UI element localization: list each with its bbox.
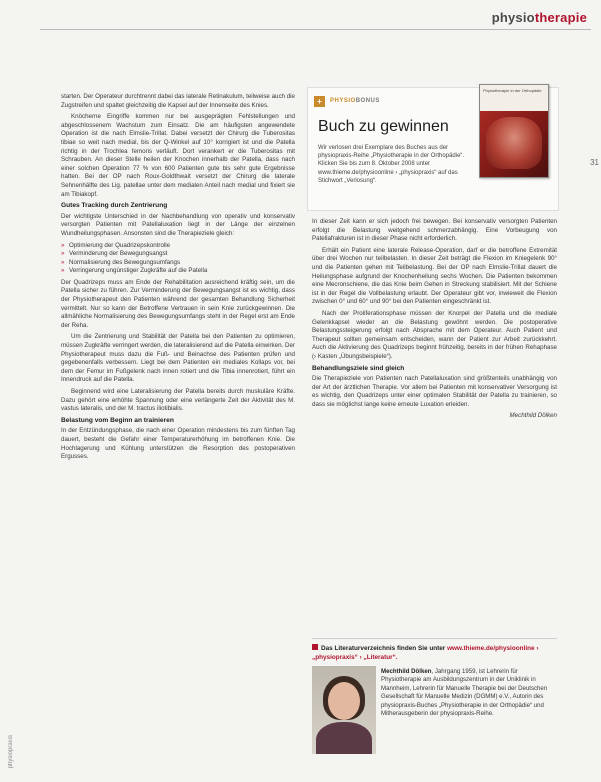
brand-prefix: physio xyxy=(491,10,535,25)
paragraph: Knöcherne Eingriffe kommen nur bei ausgeprägten Fehlstellungen und abgeschlossenem Wachstum zum Einsatz. Die am häufigsten angewendete Operation ist die nach Elmslie-Trillat. Dabei versetzt der Chirurg die Tuberositas tibiae so weit nach medial, bis der Q-Winkel auf 10° korrigiert ist und die Patella richtig in der Trochlea femoris verläuft. Dort verankert er die Tuberositas mit Schrauben. An dieser Stelle heilen der Knochen innerhalb der Patella, dass nach einer solchen Operation 77 % von 600 Patienten gute bis sehr gute Ergebnisse hatten. Bei der OP nach Roux-Goldthwait versetzt der Chirurg die laterale Sehnenhälfte des Lig. patellae unter dem medialen Anteil nach medial und fixiert sie am Tibiakopf. xyxy=(61,113,295,198)
list-item: » Optimierung der Quadrizepskontrolle xyxy=(61,242,295,251)
book-cover-title: Physiotherapie in der Orthopädie xyxy=(480,85,548,111)
list-item: » Normalisierung des Bewegungsumfangs xyxy=(61,259,295,268)
bonus-box xyxy=(307,87,559,211)
paragraph: Der Quadrizeps muss am Ende der Rehabilitation ausreichend kräftig sein, um die Patella sicher zu führen. Zur Verminderung der Bewegungsangst ist es wichtig, dass der Physiotherapeut den Patienten während der gesamten Behandlung Sicherheit vermittelt. Nur so kann der Betroffene Vertrauen in sein Knie zurückgewinnen. Die allmähliche Normalisierung des Bewegungsumfangs steht in der Regel erst am Ende der Reha. xyxy=(61,278,295,329)
author-photo xyxy=(312,666,376,754)
section-heading: Behandlungsziele sind gleich xyxy=(312,364,405,372)
paragraph: Der wichtigste Unterschied in der Nachbehandlung von operativ und konservativ versorgten Patienten mit Patellaluxation liegt in der Länge der einzelnen Wundheilungsphasen. Ansonsten sind die Therapieziele gleich: xyxy=(61,212,295,237)
author-signature: Mechthild Dölken xyxy=(509,412,557,420)
section-heading: Belastung vom Beginn an trainieren xyxy=(61,416,174,424)
list-item: » Verringerung ungünstiger Zugkräfte auf die Patella xyxy=(61,267,295,276)
paragraph: Beginnend wird eine Lateralisierung der Patella bereits durch muskuläre Kräfte. Dazu gehört eine erhöhte Spannung oder eine verlängerte Zeit der Aktivität des M. vastus lateralis, und der M. tractus iliotibialis. xyxy=(61,388,295,413)
paragraph: Die Therapieziele von Patienten nach Patellaluxation sind größtenteils unabhängig von der Art der ärztlichen Therapie. Vor allem bei Patienten mit konservativer Versorgung ist es wichtig, den Quadrizeps unter einer optimalen Stabilität der Patella zu trainieren, so dass sie möglichst lange keine erneute Luxation erleiden. xyxy=(312,375,557,408)
square-bullet-icon xyxy=(312,644,318,650)
paragraph: starten. Der Operateur durchtrennt dabei das laterale Retinakulum, teilweise auch die Zugstreifen und spaltet gleichzeitig die Kapsel auf der Innenseite des Knies. xyxy=(61,93,295,109)
page-number: 31 xyxy=(590,158,599,167)
bonus-text: Wir verlosen drei Exemplare des Buches aus der physiopraxis-Reihe „Physiotherapie in der Orthopädie“. Klicken Sie bis zum 8. Oktober 2008 unter www.thieme.de/physioonline › „physiopraxis“ auf das Stichwort „Verlosung“. xyxy=(318,145,465,184)
literature-note xyxy=(312,644,557,662)
bonus-label xyxy=(330,98,380,104)
book-cover-illustration xyxy=(486,117,542,169)
literature-link[interactable]: www.thieme.de/physioonline › „physiopraxis“ › „Literatur“. xyxy=(312,645,539,661)
left-column xyxy=(61,93,295,465)
page-header xyxy=(0,0,601,34)
author-torso xyxy=(316,722,372,754)
footnote-divider xyxy=(312,638,557,639)
list-item: » Verminderung der Bewegungsangst xyxy=(61,250,295,259)
paragraph: In der Entzündungsphase, die nach einer Operation mindestens bis zum fünften Tag dauert, besteht die Gefahr einer Temperaturerhöhung im betroffenen Knie. Die Hochlagerung und Kühlung unterstützen die Resorption des postoperativen Ergusses. xyxy=(61,427,295,461)
paragraph: Erhält ein Patient eine laterale Release-Operation, darf er die betroffene Extremität über drei Wochen nur teilbelasten. In dieser Zeit beträgt die Flexion im Kniegelenk 90° und die Patienten gehen mit Teilbelastung. Bei der OP nach Elmslie-Trillat dauert die Heilungsphase aufgrund der Knochenheilung sechs Wochen. Die Patienten bekommen eine Mecronschiene, die das Knie beim Gehen in Streckung stabilisiert. Mit der Schiene ist in der Regel die Vollbelastung erlaubt. Der Operateur gibt vor, inwieweit die Flexion zwischen 0° und 60° und 90° bei den Patienten eingeschränkt ist. xyxy=(312,246,557,306)
author-name: Mechthild Dölken xyxy=(381,668,432,675)
goal-list xyxy=(61,242,295,276)
literature-note-text: Das Literaturverzeichnis finden Sie unter xyxy=(321,645,446,652)
book-cover-image xyxy=(479,84,549,178)
author-face xyxy=(328,682,360,720)
right-column xyxy=(312,218,557,421)
bonus-label-prefix: PHYSIO xyxy=(330,98,356,104)
paragraph: Nach der Proliferationsphase müssen der Knorpel der Patella und die mediale Gelenkkapsel wieder an die Belastung gewöhnt werden. Die postoperative Belastungssteigerung erfolgt nach Absprache mit dem Operateur. Auch Patient und Therapeut sollten gemeinsam entscheiden, wann der Patient zur Arbeit zurückkehrt. Auch die Aktivierung des Quadrizeps beginnt frühzeitig, bereits in der frühen Rehaphase (› Kasten „Übungsbeispiele“). xyxy=(312,309,557,360)
paragraph: In dieser Zeit kann er sich jedoch frei bewegen. Bei konservativ versorgten Patienten erfolgt die Belastung weitgehend schmerzabhängig. Eine Vorbeugung von Patellafrakturen ist in dieser Phase nicht erforderlich. xyxy=(312,218,557,243)
sidebar-label: physiopraxis xyxy=(8,734,14,768)
bonus-title: Buch zu gewinnen xyxy=(318,118,449,135)
section-heading: Gutes Tracking durch Zentrierung xyxy=(61,202,168,210)
paragraph: Um die Zentrierung und Stabilität der Patella bei den Patienten zu optimieren, müssen Zugkräfte verringert werden, die lateralisierend auf die Patella einwirken. Der Physiotherapeut muss dazu die Fuß- und Beinachse des Patienten prüfen und gegebenenfalls verbessern. Liegt bei dem Patienten ein mediales Kollaps vor, bei dem der Femur im Fußgelenk nach innen rotiert und die Tibia innenrotiert, führt ein Innendruck auf die Patella. xyxy=(61,333,295,384)
author-bio: Mechthild Dölken, Jahrgang 1959, ist Lehrerin für Physiotherapie am Ausbildungszentrum in der Uniklinik in Mannheim, Lehrerin für Manuelle Therapie bei der Deutschen Gesellschaft für Manuelle Medizin (DGMM) e.V., Autorin des physiopraxis-Buches „Physiotherapie in der Orthopädie“ und Mitherausgeberin der physiopraxis-Reihe. xyxy=(381,668,548,718)
brand-logo xyxy=(492,10,587,25)
author-bio-text: Jahrgang 1959, ist Lehrerin für Physiotherapie am Ausbildungszentrum in der Uniklinik in Mannheim, Lehrerin für Manuelle Therapie bei der Deutschen Gesellschaft für Manuelle Medizin (DGMM) e.V., Autorin des physiopraxis-Buches „Physiotherapie in der Orthopädie“ und Mitherausgeberin der physiopraxis-Reihe. xyxy=(381,668,548,718)
plus-icon: + xyxy=(314,96,325,107)
bonus-label-suffix: BONUS xyxy=(355,98,380,104)
brand-suffix: therapie xyxy=(534,10,587,25)
header-rule xyxy=(40,29,591,30)
